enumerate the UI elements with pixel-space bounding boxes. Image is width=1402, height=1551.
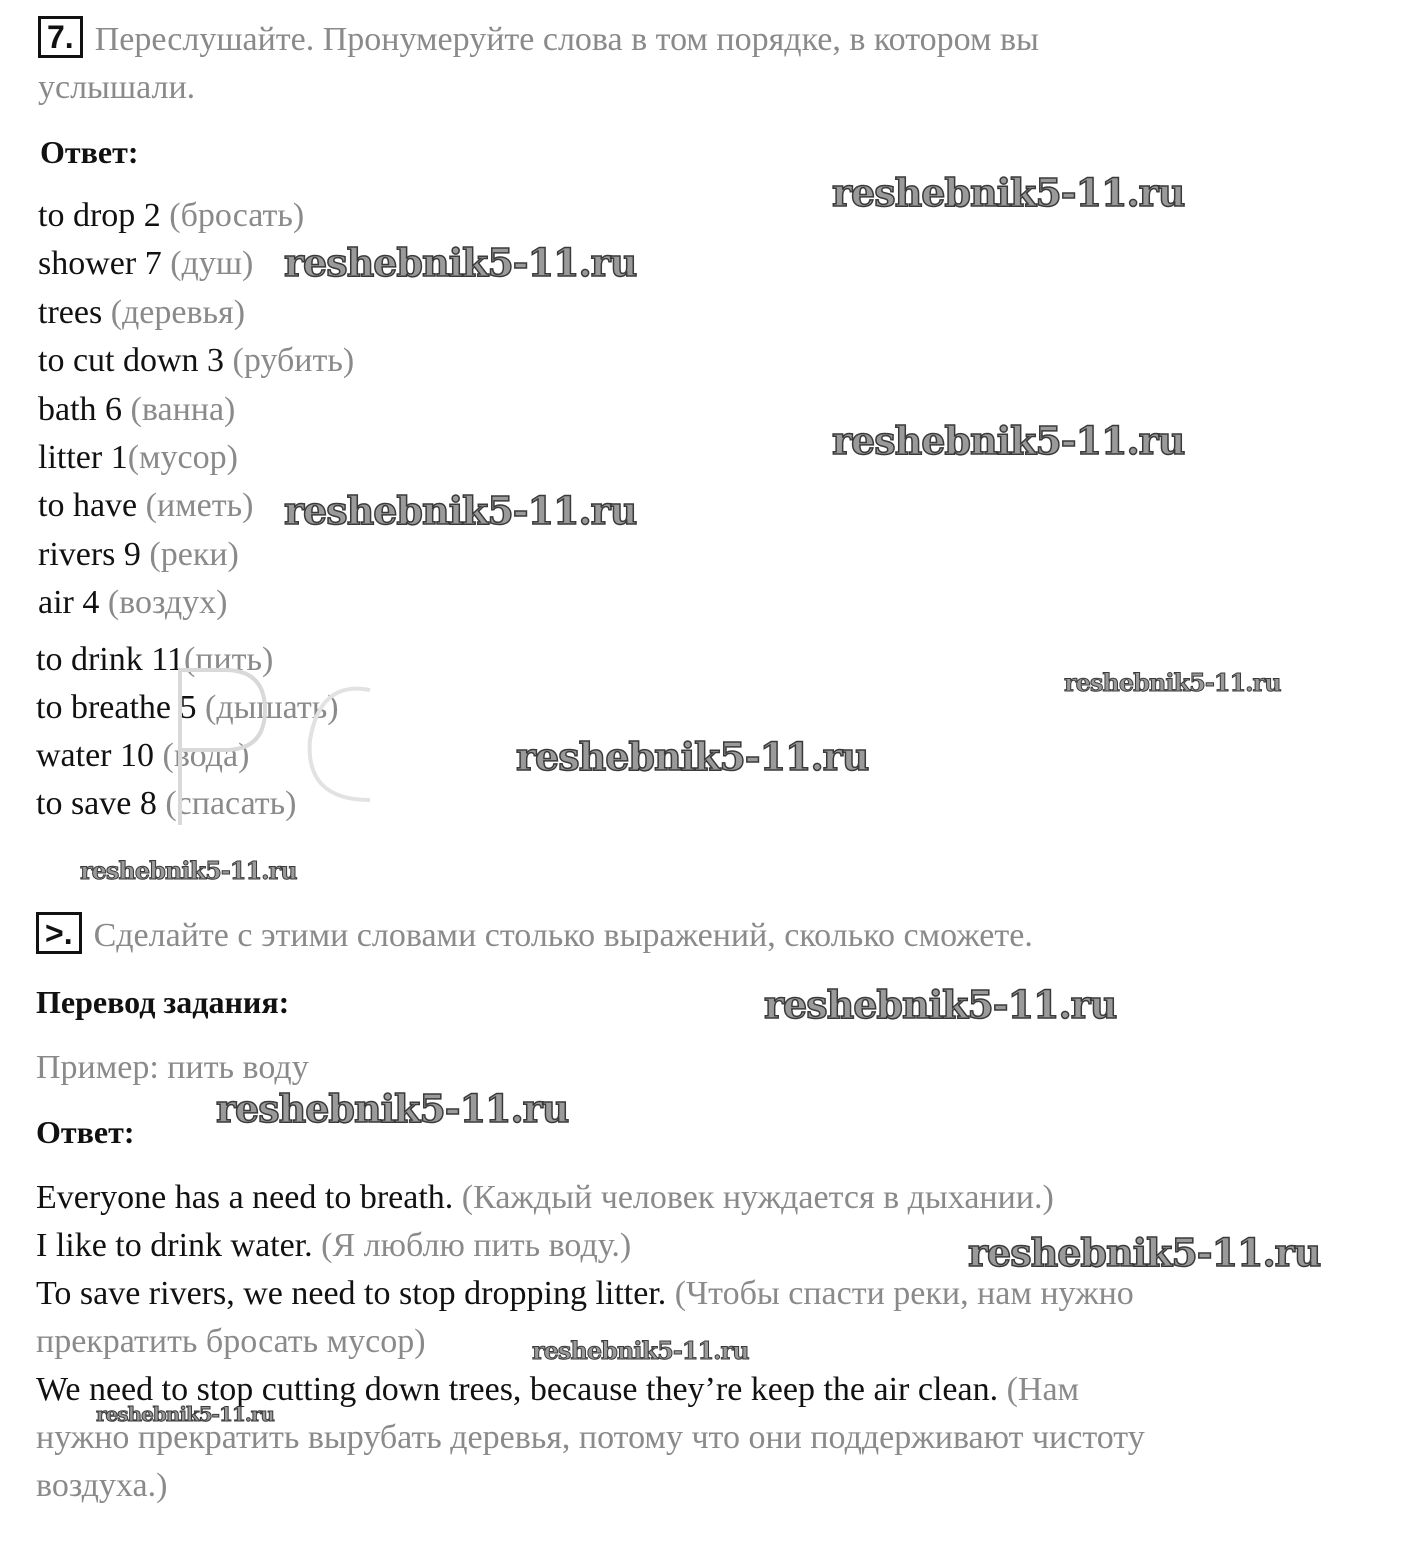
watermark: reshebnik5-11.ru: [284, 240, 637, 285]
watermark: reshebnik5-11.ru: [1064, 668, 1281, 697]
word-line: trees (деревья): [38, 294, 246, 331]
sentence-line: прекратить бросать мусор): [36, 1323, 426, 1360]
word-line: to save 8 (спасать): [36, 785, 297, 822]
word-line: shower 7 (душ): [38, 245, 254, 282]
watermark: reshebnik5-11.ru: [80, 856, 297, 885]
task8-number: >.: [36, 912, 82, 954]
task8-answer-label: Ответ:: [36, 1114, 135, 1150]
task8-translation-label: Перевод задания:: [36, 984, 290, 1020]
word-line: air 4 (воздух): [38, 584, 228, 621]
watermark: reshebnik5-11.ru: [968, 1230, 1321, 1275]
word-line: to breathe 5 (дышать): [36, 689, 339, 726]
task7-instruction-line1: Переслушайте. Пронумеруйте слова в том порядке, в котором вы: [94, 21, 1039, 58]
word-line: water 10 (вода): [36, 737, 250, 774]
watermark: reshebnik5-11.ru: [764, 982, 1117, 1027]
task8-instruction: Сделайте с этими словами столько выражений, сколько сможете.: [93, 917, 1033, 954]
word-line: to drink 11(пить): [36, 641, 274, 678]
watermark: reshebnik5-11.ru: [532, 1336, 749, 1365]
sentence-line: воздуха.): [36, 1467, 168, 1504]
word-line: rivers 9 (реки): [38, 536, 239, 573]
sentence-line: I like to drink water. (Я люблю пить воду.): [36, 1227, 632, 1264]
task8-header: [36, 912, 1033, 960]
task7-instruction-line2: услышали.: [38, 69, 196, 106]
sentence-line: нужно прекратить вырубать деревья, потому что они поддерживают чистоту: [36, 1419, 1145, 1456]
task8-example: Пример: пить воду: [36, 1049, 309, 1086]
sentence-line: We need to stop cutting down trees, because they’re keep the air clean. (Нам: [36, 1371, 1080, 1408]
watermark: reshebnik5-11.ru: [216, 1086, 569, 1131]
task7-number: 7.: [38, 16, 83, 58]
watermark: reshebnik5-11.ru: [96, 1402, 274, 1426]
sentence-line: Everyone has a need to breath. (Каждый человек нуждается в дыхании.): [36, 1179, 1054, 1216]
word-line: litter 1(мусор): [38, 439, 238, 476]
word-line: to drop 2 (бросать): [38, 197, 305, 234]
word-line: bath 6 (ванна): [38, 391, 236, 428]
watermark: reshebnik5-11.ru: [832, 170, 1185, 215]
watermark: reshebnik5-11.ru: [832, 418, 1185, 463]
word-line: to have (иметь): [38, 487, 254, 524]
sentence-line: To save rivers, we need to stop dropping litter. (Чтобы спасти реки, нам нужно: [36, 1275, 1134, 1312]
watermark: reshebnik5-11.ru: [284, 488, 637, 533]
word-line: to cut down 3 (рубить): [38, 342, 355, 379]
task7-answer-label: Ответ:: [40, 134, 139, 170]
task7-header: [38, 16, 1039, 64]
watermark: reshebnik5-11.ru: [516, 734, 869, 779]
